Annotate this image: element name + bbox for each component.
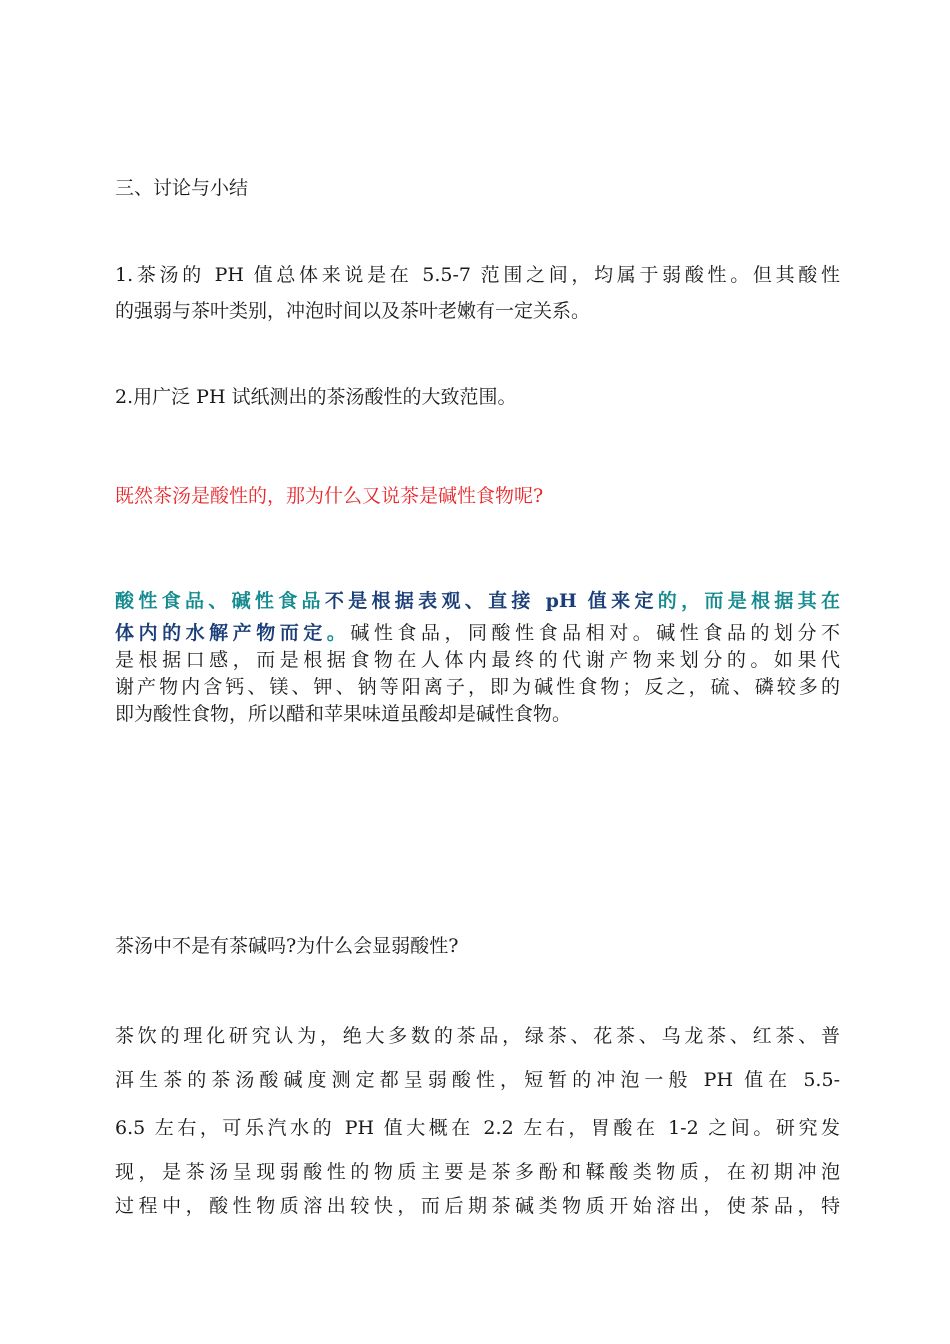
conclusion-paragraph-1	[115, 257, 840, 329]
text-line: 6.5 左右，可乐汽水的 PH 值大概在 2.2 左右，胃酸在 1-2 之间。研究发	[115, 1117, 840, 1139]
text-line: 是根据口感，而是根据食物在人体内最终的代谢产物来划分的。如果代	[115, 649, 840, 671]
emphasis-navy: 体内的水解产物而定	[115, 622, 327, 644]
text-line: 的强弱与茶叶类别，冲泡时间以及茶叶老嫩有一定关系。	[115, 300, 591, 322]
text-line: 谢产物内含钙、镁、钾、钠等阳离子，即为碱性食物；反之，硫、磷较多的	[115, 676, 840, 698]
body-text: 碱性食品，同酸性食品相对。碱性食品的划分不	[350, 622, 840, 644]
emphasis-teal: 酸性食品、碱性食品	[115, 590, 325, 612]
emphasis-teal: 。	[326, 622, 351, 644]
answer-paragraph-study	[115, 1016, 840, 1220]
answer-paragraph-acid-alkaline	[115, 582, 840, 728]
text-line: 现，是茶汤呈现弱酸性的物质主要是茶多酚和鞣酸类物质，在初期冲泡	[115, 1161, 840, 1183]
text-line: 即为酸性食物，所以醋和苹果味道虽酸却是碱性食物。	[115, 703, 572, 725]
emphasis-teal: 的，而是根据其在	[657, 590, 840, 612]
emphasis-navy: 不是根据表观、直接 pH 值来定	[324, 590, 658, 612]
section-heading: 三、讨论与小结	[115, 177, 249, 199]
text-line: 1.茶汤的 PH 值总体来说是在 5.5-7 范围之间，均属于弱酸性。但其酸性	[115, 264, 840, 286]
mixed-line	[115, 620, 840, 647]
conclusion-paragraph-2: 2.用广泛 PH 试纸测出的茶汤酸性的大致范围。	[115, 386, 517, 408]
text-line: 过程中，酸性物质溶出较快，而后期茶碱类物质开始溶出，使茶品，特	[115, 1195, 840, 1217]
question-highlight: 既然茶汤是酸性的，那为什么又说茶是碱性食物呢?	[115, 485, 544, 507]
text-line: 洱生茶的茶汤酸碱度测定都呈弱酸性，短暂的冲泡一般 PH 值在 5.5-	[115, 1069, 840, 1091]
question-2: 茶汤中不是有茶碱吗?为什么会显弱酸性?	[115, 935, 459, 957]
text-line: 茶饮的理化研究认为，绝大多数的茶品，绿茶、花茶、乌龙茶、红茶、普	[115, 1025, 840, 1047]
emphasis-line	[115, 582, 840, 620]
